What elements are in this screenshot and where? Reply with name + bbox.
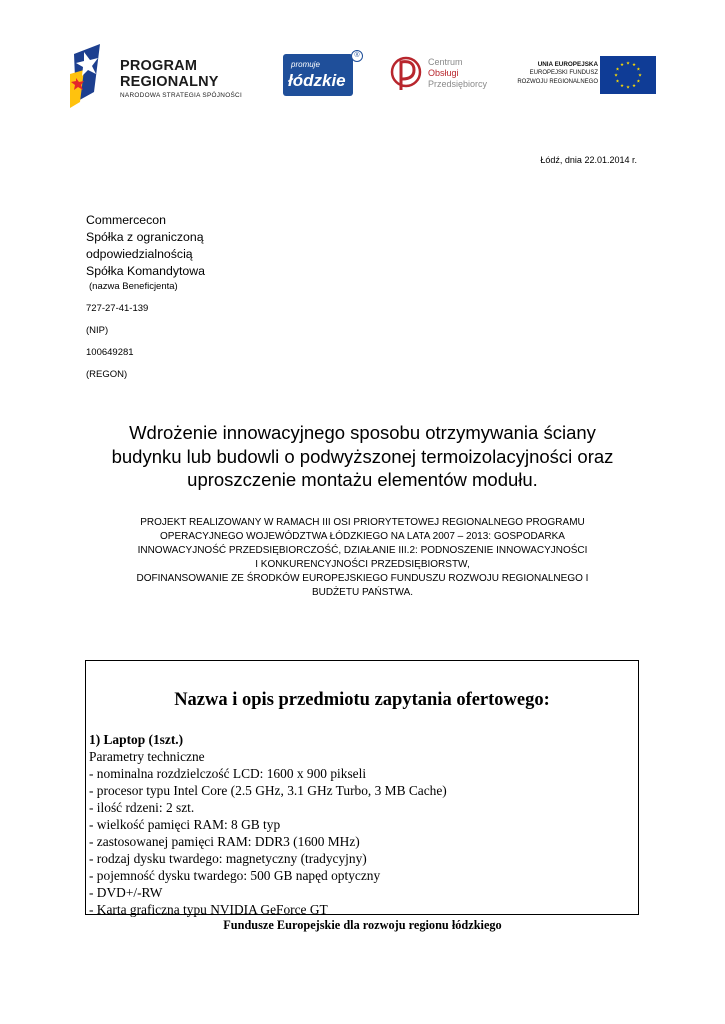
cop-text [428, 57, 487, 90]
project-title-line: uproszczenie montażu elementów modułu. [187, 469, 538, 490]
spec-line: - procesor typu Intel Core (2.5 GHz, 3.1 GHz Turbo, 3 MB Cache) [89, 783, 447, 798]
spec-line: - zastosowanej pamięci RAM: DDR3 (1600 MHz) [89, 834, 360, 849]
project-title-line: budynku lub budowli o podwyższonej termoizolacyjności oraz [111, 445, 614, 467]
project-info-line: OPERACYJNEGO WOJEWÓDZTWA ŁÓDZKIEGO NA LATA 2007 – 2013: GOSPODARKA [160, 531, 565, 542]
beneficiary-name-label: (nazwa Beneficjenta) [89, 281, 178, 292]
beneficiary-name [86, 212, 205, 280]
ue-line3: ROZWOJU REGIONALNEGO [517, 79, 598, 85]
program-regionalny-logo [70, 44, 265, 108]
registered-mark: ® [351, 50, 363, 62]
eu-star-icon: ★ [615, 66, 620, 72]
program-regionalny-text [120, 58, 242, 100]
lodzkie-small-text: promuje [291, 60, 320, 69]
inquiry-box [85, 660, 639, 915]
project-title [60, 421, 665, 492]
project-info-line: PROJEKT REALIZOWANY W RAMACH III OSI PRIORYTETOWEJ REGIONALNEGO PROGRAMU [140, 517, 585, 528]
ue-text [508, 60, 598, 87]
page-footer: Fundusze Europejskie dla rozwoju regionu łódzkiego [223, 918, 502, 932]
lodzkie-badge [283, 54, 353, 96]
project-info-line: I KONKURENCYJNOŚCI PRZEDSIĘBIORSTW, [255, 559, 470, 570]
eu-star-icon: ★ [637, 72, 643, 78]
beneficiary-line: Spółka Komandytowa [86, 264, 205, 278]
ue-line1: UNIA EUROPEJSKA [537, 61, 598, 68]
beneficiary-line: Commercecon [86, 213, 166, 227]
unia-europejska-logo [508, 56, 658, 96]
spec-line: - DVD+/-RW [89, 885, 163, 900]
cop-line2: Obsługi [428, 68, 459, 78]
eu-star-icon: ★ [625, 84, 631, 90]
beneficiary-line: Spółka z ograniczoną [86, 230, 204, 244]
eu-star-icon: ★ [619, 82, 625, 88]
item-title: 1) Laptop (1szt.) [89, 732, 184, 747]
cop-line3: Przedsiębiorcy [428, 79, 488, 89]
cop-line1: Centrum [428, 57, 463, 67]
promuje-lodzkie-logo [283, 50, 361, 98]
spec-line: - pojemność dysku twardego: 500 GB napęd optyczny [89, 868, 381, 883]
nip-label: (NIP) [86, 325, 109, 336]
ue-line2: EUROPEJSKI FUNDUSZ [529, 70, 598, 76]
spec-line: - wielkość pamięci RAM: 8 GB typ [89, 817, 281, 832]
eu-star-icon: ★ [631, 62, 637, 68]
spec-line: - nominalna rozdzielczość LCD: 1600 x 900 pikseli [89, 766, 367, 781]
eu-star-icon: ★ [636, 78, 641, 84]
regon-value: 100649281 [86, 347, 134, 358]
program-title-line2: REGIONALNY [120, 74, 219, 90]
eu-star-icon: ★ [613, 72, 619, 78]
project-info [60, 516, 665, 600]
spec-line: - ilość rdzeni: 2 szt. [89, 800, 195, 815]
project-title-line: Wdrożenie innowacyjnego sposobu otrzymywania ściany [129, 422, 596, 443]
beneficiary-line: odpowiedzialnością [86, 247, 193, 261]
eu-star-icon: ★ [631, 82, 637, 88]
inquiry-heading: Nazwa i opis przedmiotu zapytania ofertowego: [174, 690, 550, 710]
eu-star-icon: ★ [636, 66, 641, 72]
spec-list [89, 731, 447, 918]
regon-label: (REGON) [86, 369, 128, 380]
project-info-line: INNOWACYJNOŚĆ PRZEDSIĘBIORCZOŚĆ, DZIAŁANIE III.2: PODNOSZENIE INNOWACYJNOŚCI [137, 545, 588, 556]
eu-star-icon: ★ [619, 62, 625, 68]
centrum-obslugi-logo [390, 52, 490, 97]
project-info-line: DOFINANSOWANIE ZE ŚRODKÓW EUROPEJSKIEGO FUNDUSZU ROZWOJU REGIONALNEGO I [136, 573, 589, 584]
spec-line: - rodzaj dysku twardego: magnetyczny (tradycyjny) [89, 851, 367, 866]
eu-flag-icon [600, 56, 656, 94]
document-date: Łódź, dnia 22.01.2014 r. [540, 155, 637, 165]
eu-star-icon: ★ [615, 78, 620, 84]
cop-emblem-icon [390, 52, 424, 96]
params-label: Parametry techniczne [89, 749, 205, 764]
program-subtitle: NARODOWA STRATEGIA SPÓJNOŚCI [120, 92, 243, 99]
nip-value: 727-27-41-139 [86, 303, 149, 314]
eu-star-icon: ★ [625, 60, 631, 66]
lodzkie-big-text: łódzkie [288, 71, 346, 90]
program-title-line1: PROGRAM [120, 58, 198, 74]
project-info-line: BUDŻETU PAŃSTWA. [311, 587, 414, 598]
spec-line: - Karta graficzna typu NVIDIA GeForce GT [89, 902, 328, 917]
program-regionalny-mark-icon [70, 44, 112, 108]
